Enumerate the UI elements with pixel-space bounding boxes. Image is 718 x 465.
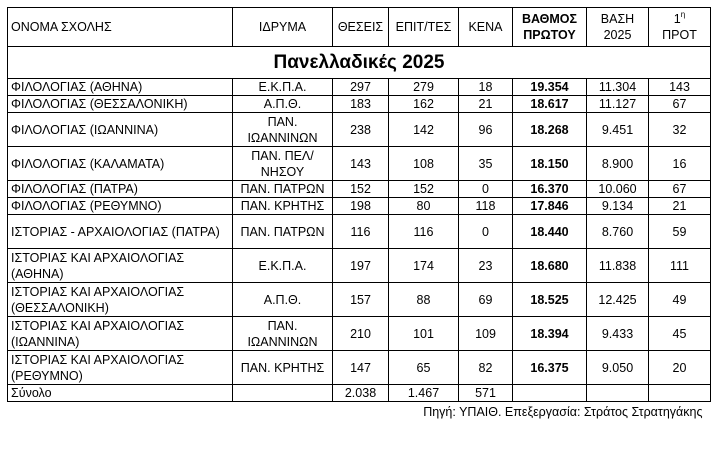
cell-first-grade: 18.525 xyxy=(513,283,587,317)
cell-institution: Ε.Κ.Π.Α. xyxy=(233,79,333,96)
cell-base: 11.304 xyxy=(587,79,649,96)
cell-institution: Α.Π.Θ. xyxy=(233,96,333,113)
cell-school: ΦΙΛΟΛΟΓΙΑΣ (ΘΕΣΣΑΛΟΝΙΚΗ) xyxy=(8,96,233,113)
header-admitted: ΕΠΙΤ/ΤΕΣ xyxy=(389,8,459,47)
total-first-grade-empty xyxy=(513,385,587,402)
cell-base: 12.425 xyxy=(587,283,649,317)
cell-first-grade: 18.440 xyxy=(513,215,587,249)
cell-first-pref: 59 xyxy=(649,215,711,249)
cell-base: 9.451 xyxy=(587,113,649,147)
cell-admitted: 80 xyxy=(389,198,459,215)
cell-vacant: 109 xyxy=(459,317,513,351)
cell-school: ΦΙΛΟΛΟΓΙΑΣ (ΠΑΤΡΑ) xyxy=(8,181,233,198)
cell-vacant: 0 xyxy=(459,181,513,198)
cell-seats: 152 xyxy=(333,181,389,198)
cell-first-pref: 67 xyxy=(649,181,711,198)
cell-institution: ΠΑΝ. ΠΑΤΡΩΝ xyxy=(233,215,333,249)
cell-first-grade: 16.375 xyxy=(513,351,587,385)
table-body xyxy=(8,79,711,423)
cell-admitted: 88 xyxy=(389,283,459,317)
header-first-grade: ΒΑΘΜΟΣ ΠΡΩΤΟΥ xyxy=(513,8,587,47)
cell-base: 9.134 xyxy=(587,198,649,215)
table-row xyxy=(8,215,711,249)
source-row xyxy=(8,402,711,423)
total-row xyxy=(8,385,711,402)
cell-school: ΦΙΛΟΛΟΓΙΑΣ (ΡΕΘΥΜΝΟ) xyxy=(8,198,233,215)
results-table xyxy=(7,7,711,422)
cell-first-grade: 18.150 xyxy=(513,147,587,181)
cell-school: ΙΣΤΟΡΙΑΣ - ΑΡΧΑΙΟΛΟΓΙΑΣ (ΠΑΤΡΑ) xyxy=(8,215,233,249)
cell-school: ΦΙΛΟΛΟΓΙΑΣ (ΚΑΛΑΜΑΤΑ) xyxy=(8,147,233,181)
cell-first-pref: 111 xyxy=(649,249,711,283)
cell-seats: 183 xyxy=(333,96,389,113)
table-row xyxy=(8,79,711,96)
cell-vacant: 0 xyxy=(459,215,513,249)
cell-institution: ΠΑΝ. ΚΡΗΤΗΣ xyxy=(233,198,333,215)
total-base-empty xyxy=(587,385,649,402)
cell-institution: ΠΑΝ. ΙΩΑΝΝΙΝΩΝ xyxy=(233,113,333,147)
header-base-line1: ΒΑΣΗ xyxy=(600,12,635,26)
table-title: Πανελλαδικές 2025 xyxy=(8,47,711,79)
cell-base: 8.760 xyxy=(587,215,649,249)
cell-seats: 143 xyxy=(333,147,389,181)
cell-seats: 157 xyxy=(333,283,389,317)
cell-first-grade: 18.617 xyxy=(513,96,587,113)
cell-base: 11.127 xyxy=(587,96,649,113)
total-institution-empty xyxy=(233,385,333,402)
table-row xyxy=(8,113,711,147)
cell-seats: 116 xyxy=(333,215,389,249)
header-institution: ΙΔΡΥΜΑ xyxy=(233,8,333,47)
header-first-pref xyxy=(649,8,711,47)
table-row xyxy=(8,283,711,317)
cell-first-pref: 20 xyxy=(649,351,711,385)
cell-institution: ΠΑΝ. ΠΕΛ/ΝΗΣΟΥ xyxy=(233,147,333,181)
cell-first-pref: 32 xyxy=(649,113,711,147)
source-note: Πηγή: ΥΠΑΙΘ. Επεξεργασία: Στράτος Στρατηγάκης xyxy=(8,402,711,423)
cell-admitted: 162 xyxy=(389,96,459,113)
cell-first-grade: 18.680 xyxy=(513,249,587,283)
cell-institution: ΠΑΝ. ΚΡΗΤΗΣ xyxy=(233,351,333,385)
cell-institution: Α.Π.Θ. xyxy=(233,283,333,317)
title-row xyxy=(8,47,711,79)
total-seats: 2.038 xyxy=(333,385,389,402)
cell-vacant: 21 xyxy=(459,96,513,113)
cell-base: 10.060 xyxy=(587,181,649,198)
cell-first-grade: 19.354 xyxy=(513,79,587,96)
cell-school: ΙΣΤΟΡΙΑΣ ΚΑΙ ΑΡΧΑΙΟΛΟΓΙΑΣ (ΘΕΣΣΑΛΟΝΙΚΗ) xyxy=(8,283,233,317)
cell-first-pref: 45 xyxy=(649,317,711,351)
table-row xyxy=(8,351,711,385)
table-row xyxy=(8,317,711,351)
cell-base: 11.838 xyxy=(587,249,649,283)
cell-admitted: 108 xyxy=(389,147,459,181)
cell-school: ΙΣΤΟΡΙΑΣ ΚΑΙ ΑΡΧΑΙΟΛΟΓΙΑΣ (ΑΘΗΝΑ) xyxy=(8,249,233,283)
cell-first-pref: 49 xyxy=(649,283,711,317)
header-base-line2: 2025 xyxy=(603,28,632,42)
cell-seats: 198 xyxy=(333,198,389,215)
cell-first-pref: 67 xyxy=(649,96,711,113)
cell-seats: 210 xyxy=(333,317,389,351)
header-row xyxy=(8,8,711,47)
cell-first-grade: 16.370 xyxy=(513,181,587,198)
cell-school: ΦΙΛΟΛΟΓΙΑΣ (ΑΘΗΝΑ) xyxy=(8,79,233,96)
header-base xyxy=(587,8,649,47)
cell-seats: 297 xyxy=(333,79,389,96)
table-row xyxy=(8,96,711,113)
cell-seats: 147 xyxy=(333,351,389,385)
header-first-pref-sup: η xyxy=(680,10,686,19)
cell-admitted: 174 xyxy=(389,249,459,283)
cell-first-grade: 18.268 xyxy=(513,113,587,147)
cell-base: 8.900 xyxy=(587,147,649,181)
cell-school: ΙΣΤΟΡΙΑΣ ΚΑΙ ΑΡΧΑΙΟΛΟΓΙΑΣ (ΙΩΑΝΝΙΝΑ) xyxy=(8,317,233,351)
cell-base: 9.433 xyxy=(587,317,649,351)
table-row xyxy=(8,181,711,198)
cell-vacant: 69 xyxy=(459,283,513,317)
table-row xyxy=(8,198,711,215)
cell-admitted: 142 xyxy=(389,113,459,147)
header-first-pref-num: 1 xyxy=(673,12,681,26)
cell-institution: Ε.Κ.Π.Α. xyxy=(233,249,333,283)
cell-admitted: 65 xyxy=(389,351,459,385)
cell-vacant: 118 xyxy=(459,198,513,215)
cell-admitted: 116 xyxy=(389,215,459,249)
cell-school: ΦΙΛΟΛΟΓΙΑΣ (ΙΩΑΝΝΙΝΑ) xyxy=(8,113,233,147)
header-school: ΟΝΟΜΑ ΣΧΟΛΗΣ xyxy=(8,8,233,47)
results-table-container xyxy=(7,7,710,422)
cell-first-grade: 17.846 xyxy=(513,198,587,215)
cell-vacant: 96 xyxy=(459,113,513,147)
cell-first-grade: 18.394 xyxy=(513,317,587,351)
cell-vacant: 82 xyxy=(459,351,513,385)
cell-seats: 197 xyxy=(333,249,389,283)
cell-seats: 238 xyxy=(333,113,389,147)
header-vacant: ΚΕΝΑ xyxy=(459,8,513,47)
cell-first-pref: 21 xyxy=(649,198,711,215)
cell-base: 9.050 xyxy=(587,351,649,385)
cell-first-pref: 16 xyxy=(649,147,711,181)
total-vacant: 571 xyxy=(459,385,513,402)
total-admitted: 1.467 xyxy=(389,385,459,402)
cell-vacant: 23 xyxy=(459,249,513,283)
table-row xyxy=(8,249,711,283)
cell-vacant: 18 xyxy=(459,79,513,96)
total-label: Σύνολο xyxy=(8,385,233,402)
cell-institution: ΠΑΝ. ΠΑΤΡΩΝ xyxy=(233,181,333,198)
cell-school: ΙΣΤΟΡΙΑΣ ΚΑΙ ΑΡΧΑΙΟΛΟΓΙΑΣ (ΡΕΘΥΜΝΟ) xyxy=(8,351,233,385)
header-seats: ΘΕΣΕΙΣ xyxy=(333,8,389,47)
cell-admitted: 152 xyxy=(389,181,459,198)
cell-admitted: 279 xyxy=(389,79,459,96)
cell-first-pref: 143 xyxy=(649,79,711,96)
total-first-pref-empty xyxy=(649,385,711,402)
header-first-pref-word: ΠΡΟΤ xyxy=(662,28,697,42)
table-row xyxy=(8,147,711,181)
cell-vacant: 35 xyxy=(459,147,513,181)
cell-institution: ΠΑΝ. ΙΩΑΝΝΙΝΩΝ xyxy=(233,317,333,351)
cell-admitted: 101 xyxy=(389,317,459,351)
